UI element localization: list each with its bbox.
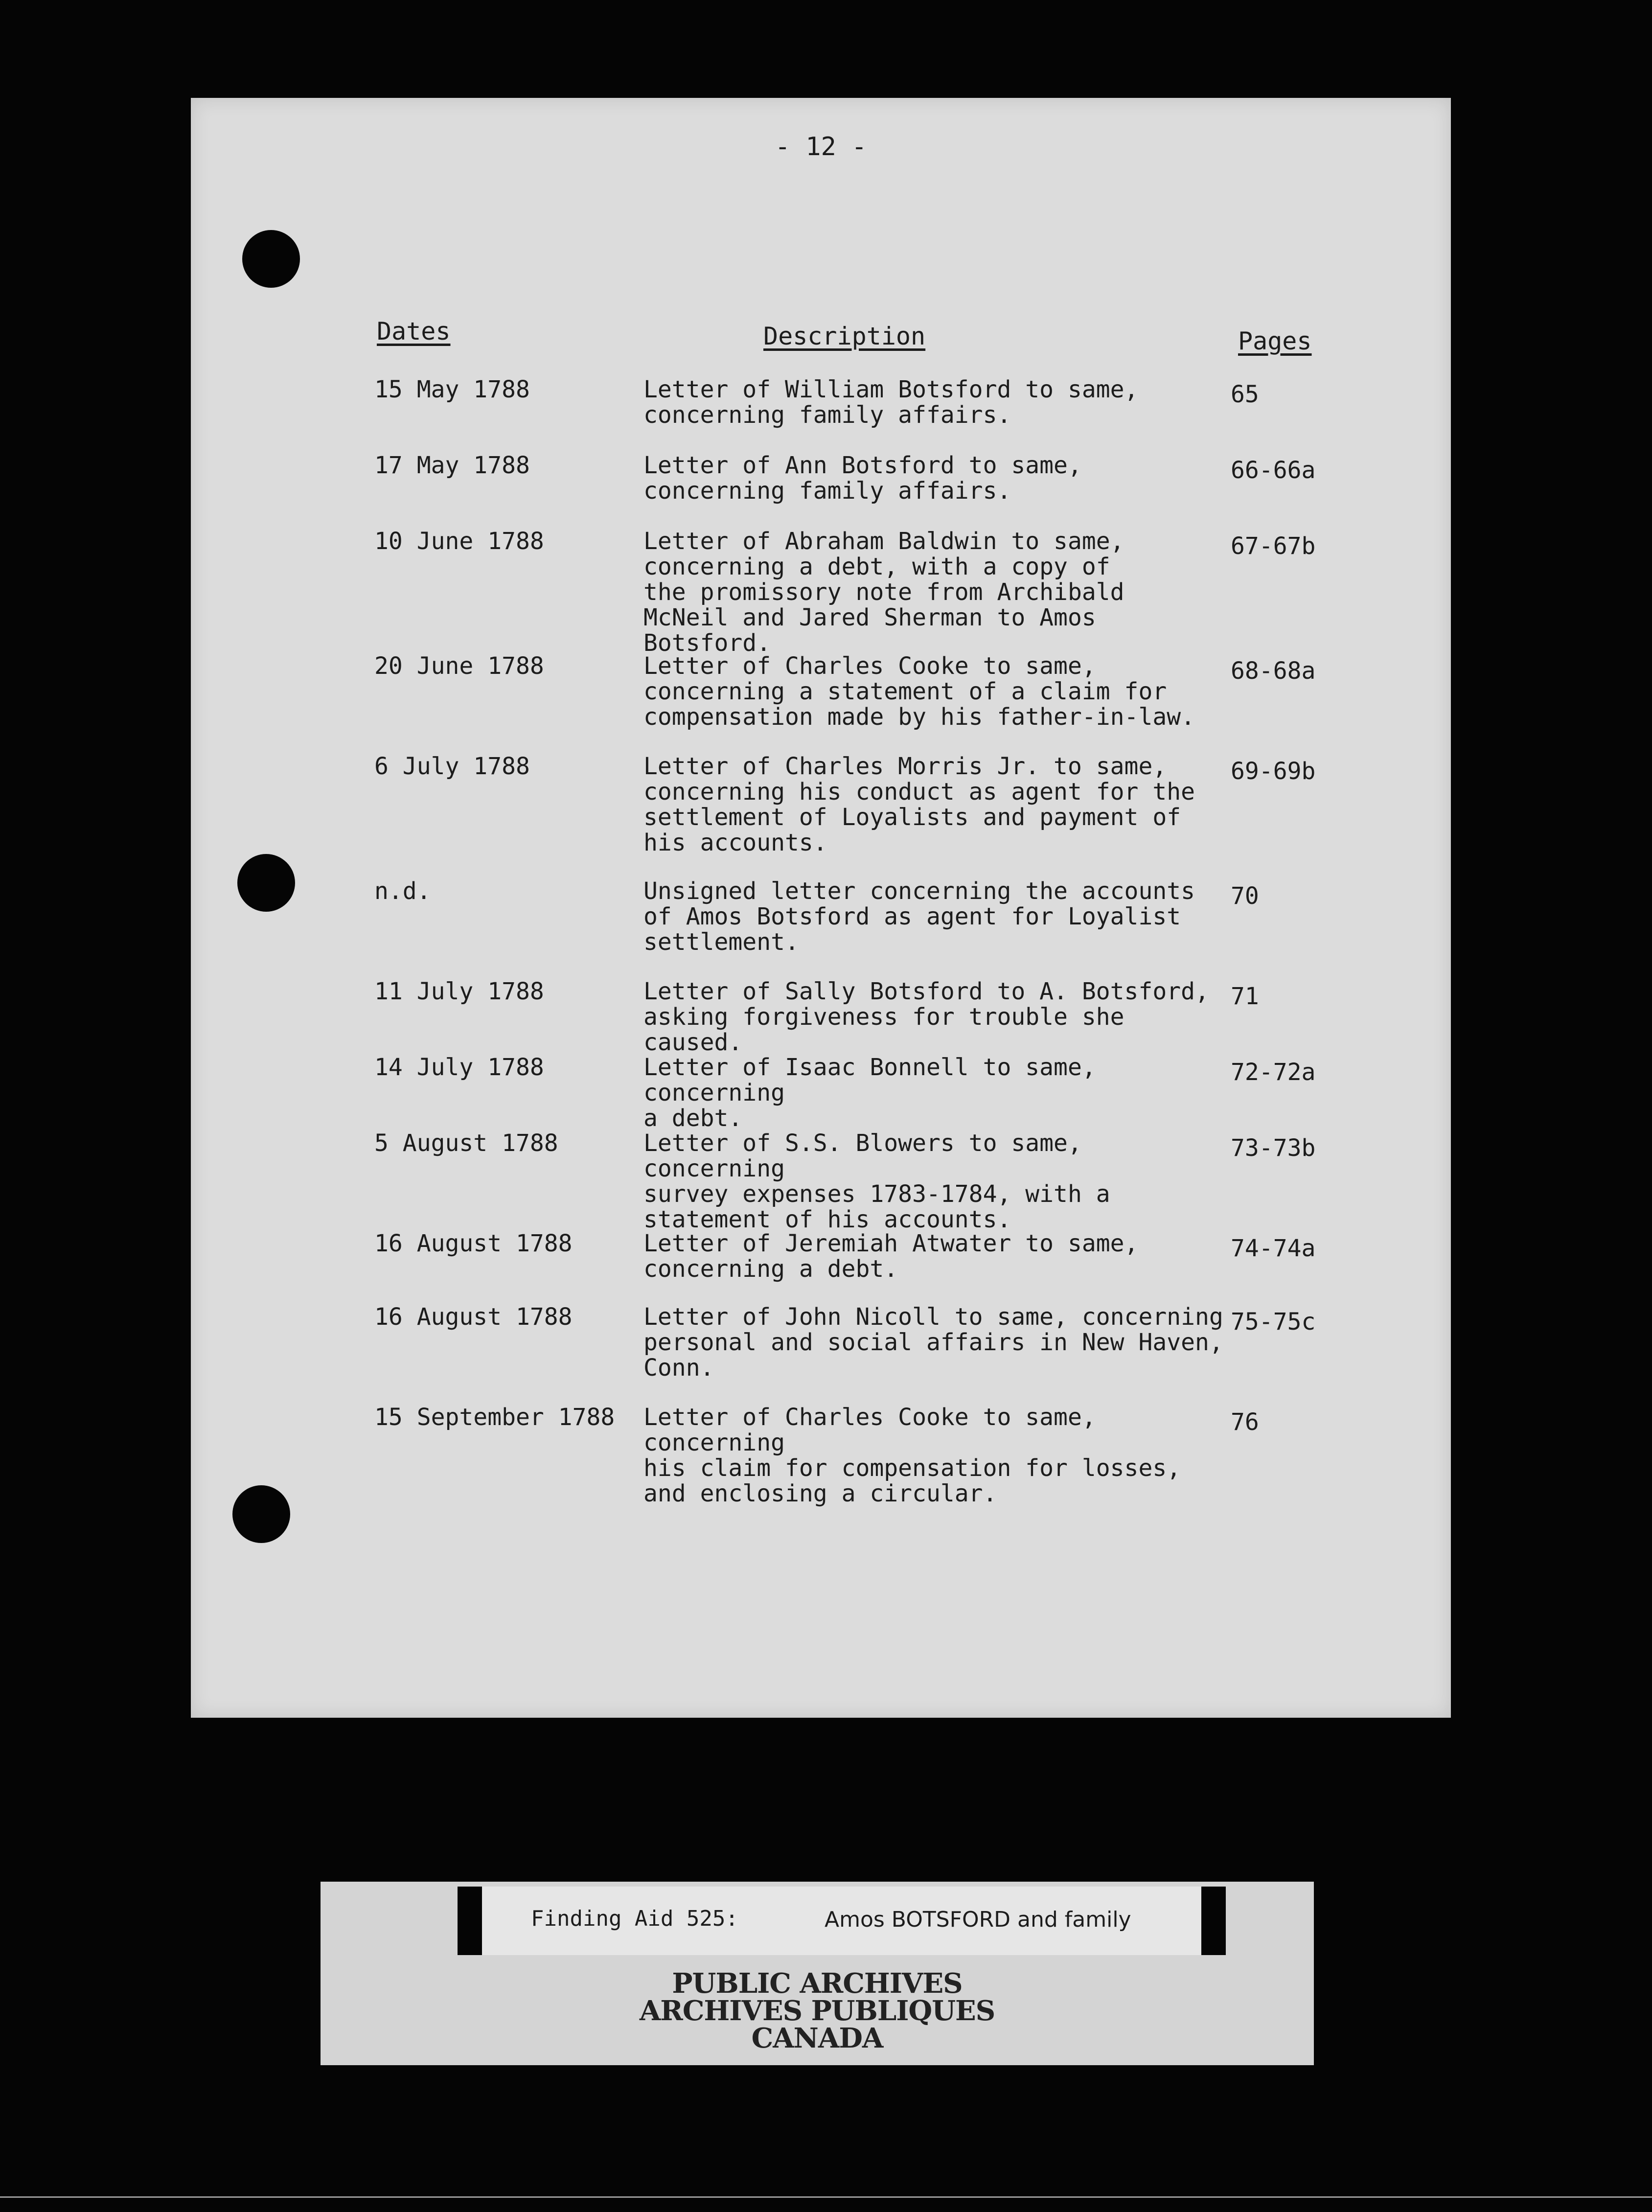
- punch-hole-top: [242, 230, 300, 288]
- entry-date: 11 July 1788: [374, 978, 544, 1005]
- entry-date: 16 August 1788: [374, 1230, 573, 1257]
- entry-description: Letter of S.S. Blowers to same, concerning survey expenses 1783-1784, with a statement of his accounts.: [643, 1129, 1110, 1233]
- finding-aid-number: Finding Aid 525:: [531, 1906, 738, 1931]
- page-number: - 12 -: [775, 132, 867, 161]
- header-description: Description: [763, 322, 926, 350]
- entry-description: Letter of Ann Botsford to same, concerning family affairs.: [643, 452, 1082, 505]
- entry-pages: 71: [1231, 983, 1259, 1010]
- entry-date: 17 May 1788: [374, 452, 530, 479]
- stamp-line-3: CANADA: [751, 2022, 883, 2054]
- entry-description: Letter of Sally Botsford to A. Botsford, asking forgiveness for trouble she caused.: [643, 978, 1209, 1056]
- entry-description: Unsigned letter concerning the accounts of Amos Botsford as agent for Loyalist settlement.: [643, 877, 1195, 956]
- entry-description: Letter of Charles Cooke to same, concerning a statement of a claim for compensation made by his father-in-law.: [643, 652, 1195, 731]
- punch-hole-middle: [237, 854, 295, 912]
- collection-name: Amos BOTSFORD and family: [825, 1907, 1131, 1932]
- entry-description: Letter of John Nicoll to same, concerning personal and social affairs in New Haven, Conn.: [643, 1303, 1223, 1382]
- entry-pages: 69-69b: [1231, 758, 1316, 785]
- entry-date: 15 September 1788: [374, 1404, 615, 1431]
- entry-pages: 67-67b: [1231, 532, 1316, 560]
- entry-pages: 74-74a: [1231, 1235, 1316, 1262]
- entry-date: 20 June 1788: [374, 652, 544, 680]
- entry-pages: 76: [1231, 1408, 1259, 1436]
- entry-date: 10 June 1788: [374, 528, 544, 555]
- entry-pages: 73-73b: [1231, 1134, 1316, 1162]
- entry-pages: 70: [1231, 882, 1259, 910]
- document-page: [191, 98, 1451, 1718]
- finding-aid-strip: [458, 1887, 1226, 1955]
- header-dates: Dates: [377, 317, 451, 346]
- header-pages: Pages: [1238, 327, 1312, 355]
- entry-pages: 72-72a: [1231, 1059, 1316, 1086]
- archive-label-card: [321, 1882, 1314, 2065]
- entry-pages: 65: [1231, 381, 1259, 408]
- punch-hole-bottom: [232, 1485, 290, 1543]
- entry-description: Letter of William Botsford to same, concerning family affairs.: [643, 376, 1139, 429]
- entry-description: Letter of Isaac Bonnell to same, concerning a debt.: [643, 1054, 1096, 1132]
- entry-date: 15 May 1788: [374, 376, 530, 403]
- entry-description: Letter of Jeremiah Atwater to same, concerning a debt.: [643, 1230, 1139, 1283]
- entry-pages: 68-68a: [1231, 657, 1316, 685]
- entry-date: 6 July 1788: [374, 753, 530, 780]
- entry-description: Letter of Charles Morris Jr. to same, concerning his conduct as agent for the settlement of Loyalists and payment of his accounts.: [643, 753, 1195, 856]
- archives-stamp: [321, 1967, 1314, 2054]
- entry-date: 14 July 1788: [374, 1054, 544, 1081]
- entry-date: 16 August 1788: [374, 1303, 573, 1331]
- entry-description: Letter of Abraham Baldwin to same, concerning a debt, with a copy of the promissory note from Archibald McNeil and Jared Sherman to Amos Botsford.: [643, 528, 1124, 657]
- entry-date: 5 August 1788: [374, 1129, 558, 1157]
- stamp-line-1: PUBLIC ARCHIVES: [672, 1967, 963, 2000]
- entry-date: n.d.: [374, 877, 431, 905]
- entry-pages: 66-66a: [1231, 457, 1316, 484]
- entry-description: Letter of Charles Cooke to same, concerning his claim for compensation for losses, and enclosing a circular.: [643, 1404, 1181, 1507]
- entry-pages: 75-75c: [1231, 1308, 1316, 1336]
- scan-edge-line: [0, 2196, 1652, 2198]
- stamp-line-2: ARCHIVES PUBLIQUES: [639, 1995, 995, 2027]
